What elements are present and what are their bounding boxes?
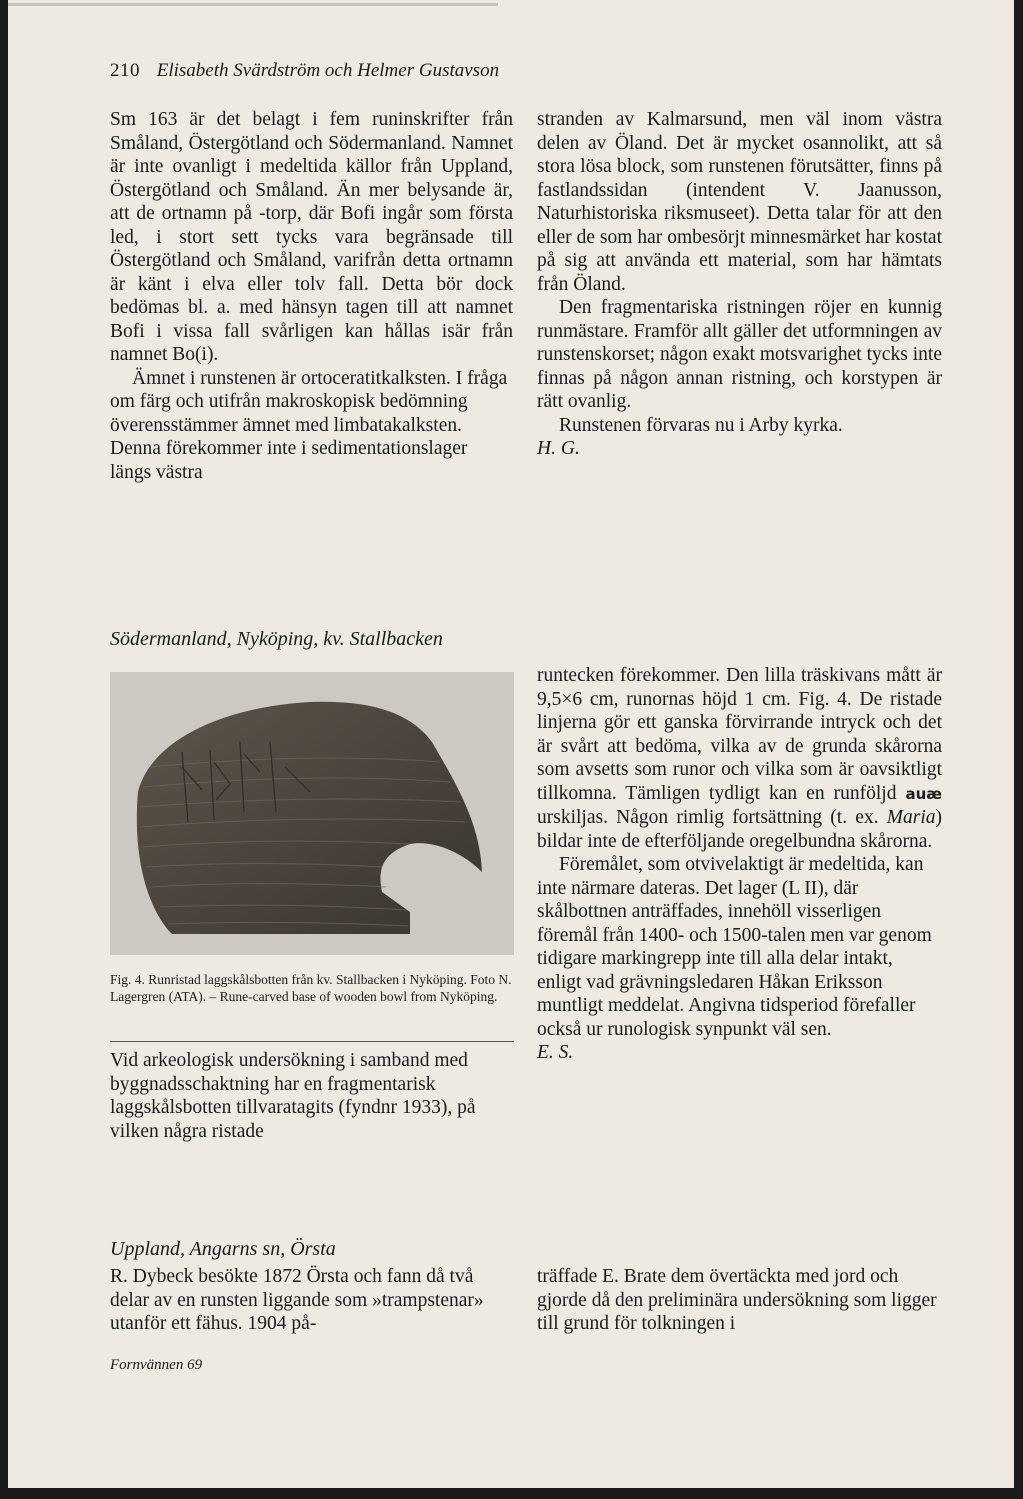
section-title: Uppland, Angarns sn, Örsta (110, 1238, 336, 1260)
author-signature: H. G. (537, 438, 580, 459)
column-left-bottom (110, 1265, 513, 1336)
paragraph: Föremålet, som otvivelaktigt är medeltida, kan inte närmare dateras. Det lager (L II), där skålbottnen anträffades, innehöll visserligen föremål från 1400- och 1500-talen men var genom tidigare markingrepp inte till alla delar intakt, enligt vad grävningsledaren Håkan Eriksson muntligt meddelat. Angivna tidsperiod förefaller också ur runologisk synpunkt väl sen. (537, 854, 932, 1040)
text-run: ) bildar inte de efterföljande oregelbundna skårorna. (537, 807, 943, 852)
column-left-top (110, 108, 513, 484)
rune-sequence: auæ (905, 784, 943, 803)
caption-divider (110, 1041, 514, 1042)
section-title: Södermanland, Nyköping, kv. Stallbacken (110, 628, 443, 650)
paragraph: träffade E. Brate dem övertäckta med jord och gjorde då den preliminära undersökning som ligger till grund för tolkningen i (537, 1266, 937, 1334)
column-right-middle (537, 664, 942, 1065)
paragraph: R. Dybeck besökte 1872 Örsta och fann då två delar av en runsten liggande som »trampstenar» utanför ett fähus. 1904 på- (110, 1266, 484, 1334)
text-run-italic: Maria (886, 807, 936, 828)
text-run: urskiljas. Någon rimlig fortsättning (t. ex. (537, 807, 879, 828)
page-number: 210 (110, 60, 140, 81)
paragraph (537, 664, 942, 853)
figure-photo-wooden-bowl-base (110, 672, 514, 955)
running-header (110, 60, 499, 82)
paragraph: Sm 163 är det belagt i fem runinskrifter från Småland, Östergötland och Södermanland. Namnet är inte ovanligt i medeltida källor från Uppland, Östergötland och Småland. Än mer belysande är, att de ortnamn på -torp, där Bofi ingår som första led, i stort sett tycks vara begränsade till Östergötland och Småland, varifrån detta ortnamn är känt i elva eller tolv fall. Detta bör dock bedömas bl. a. med hänsyn tagen till att namnet Bofi i vissa fall svårligen kan hållas isär från namnet Bo(i). (110, 109, 513, 365)
paragraph: Den fragmentariska ristningen röjer en kunnig runmästare. Framför allt gäller det utformningen av runstenskorset; någon exakt motsvarighet tycks inte finnas på någon annan ristning, och korstypen är rätt ovanlig. (537, 297, 942, 412)
paragraph: Ämnet i runstenen är ortoceratitkalksten. I fråga om färg och utifrån makroskopisk bedömning överensstämmer ämnet med limbatakalksten. Denna förekommer inte i sedimentationslager längs västra (110, 367, 508, 483)
column-right-top (537, 108, 942, 461)
page-edge (8, 3, 498, 6)
paragraph: stranden av Kalmarsund, men väl inom västra delen av Öland. Det är mycket osannolikt, att så stora lösa block, som runstenen förutsätter, finns på fastlandssidan (intendent V. Jaanusson, Naturhistoriska riksmuseet). Detta talar för att den eller de som har ombesörjt minnesmärket har kostat på sig att använda ett material, som har hämtats från Öland. (537, 109, 942, 295)
paragraph: Vid arkeologisk undersökning i samband med byggnadsschaktning har en fragmentarisk laggskålsbotten tillvaratagits (fyndnr 1933), på vilken några ristade (110, 1050, 476, 1142)
column-right-bottom (537, 1265, 942, 1336)
author-signature: E. S. (537, 1042, 574, 1063)
running-header-authors: Elisabeth Svärdström och Helmer Gustavson (156, 60, 500, 81)
journal-footer: Fornvännen 69 (110, 1357, 203, 1373)
wooden-bowl-fragment-image (110, 672, 514, 955)
column-left-middle (110, 1049, 513, 1143)
paragraph: Runstenen förvaras nu i Arby kyrka. (559, 414, 843, 436)
text-run: runtecken förekommer. Den lilla träskivans mått är 9,5×6 cm, runornas höjd 1 cm. Fig. 4. De ristade linjerna gör ett ganska förvirrande intryck och det är svårt att bedöma, vilka av de grunda skårorna som avsetts som runor och vilka som är oavsiktligt tillkomna. Tämligen tydligt kan en runföljd (537, 665, 942, 804)
figure-caption: Fig. 4. Runristad laggskålsbotten från kv. Stallbacken i Nyköping. Foto N. Lagergren (ATA). – Rune-carved base of wooden bowl from Nyköping. (110, 972, 512, 1004)
